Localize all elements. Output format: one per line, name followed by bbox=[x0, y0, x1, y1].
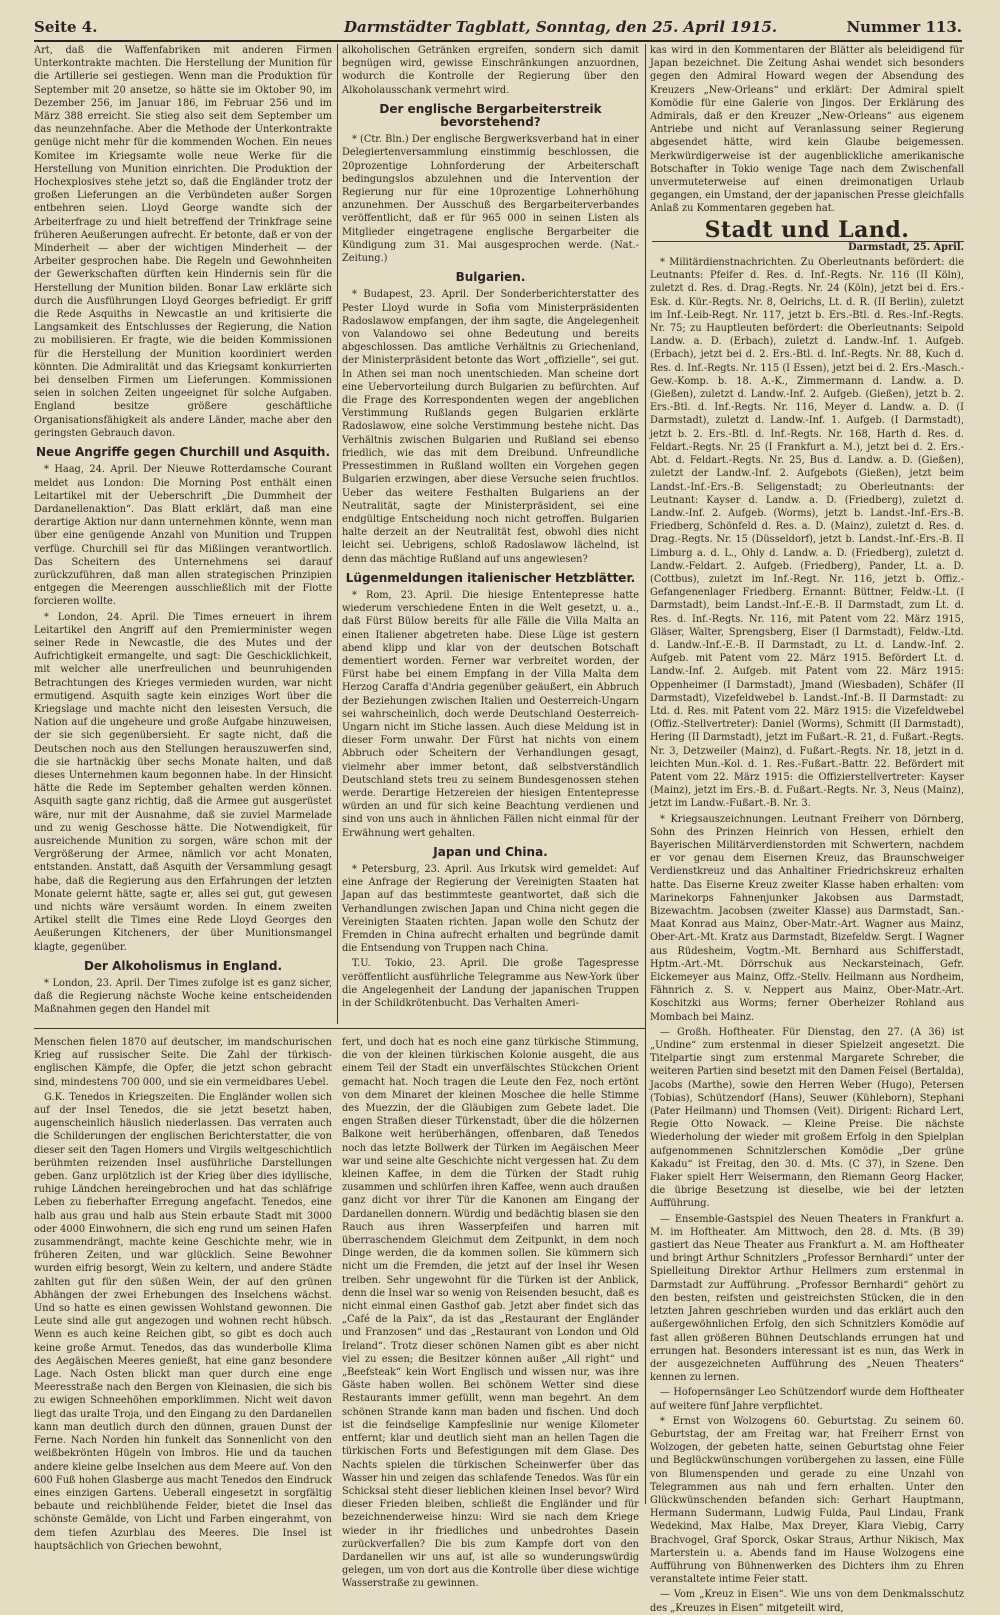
article-text: * Ernst von Wolzogens 60. Geburtstag. Zu seinem 60. Geburtstag, der am Freitag war, hat Freiherr Ernst von Wolzogen, der gebeten hatte, seinen Geburtstag ohne Feier und Beglückwünschungen vorübergehen zu lassen, eine Fülle von Blumenspenden und gerade zu eine Unzahl von Telegrammen aus nah und fern erhalten. Unter den Glückwünschenden befanden sich: Gerhart Hauptmann, Hermann Sudermann, Ludwig Fulda, Paul Lindau, Frank Wedekind, Max Halbe, Max Dreyer, Klara Viebig, Carry Brachvogel, Graf Sporck, Oskar Straus, Arthur Nikisch, Max Marterstein u. a. Abends fand im Hause Wolzogens eine Aufführung von Bühnenwerken des Dichters ihm zu Ehren veranstaltete intime Feier statt. bbox=[650, 1415, 964, 1586]
feuilleton-column-1 bbox=[34, 1036, 332, 1552]
article-heading: Japan und China. bbox=[433, 844, 548, 859]
section-heading: Stadt und Land. bbox=[704, 216, 910, 243]
article-text: * Haag, 24. April. Der Nieuwe Rotterdamsche Courant meldet aus London: Die Morning Post enthält einen Leitartikel mit der Ueberschrift „Die Dummheit der Dardanellenaktion“. Das Blatt erklärt, daß man eine derartige Aktion nur dann unternehmen könnte, wenn man über eine genügende Anzahl von Munition und Truppen verfüge. Churchill sei für das Mißlingen verantwortlich. Das Scheitern des Unternehmens sei darauf zurückzuführen, daß man allen strategischen Prinzipien entgegen die Meerengen ausschließlich mit der Flotte forcieren wollte. bbox=[34, 464, 332, 608]
column-divider bbox=[645, 44, 646, 1504]
article-text: G.K. Tenedos in Kriegszeiten. Die Engländer wollen sich auf der Insel Tenedos, die sie jetzt besetzt haben, augenscheinlich häuslich niederlassen. Das verraten auch die Schilderungen der englischen Berichterstatter, die von dieser seit den Tagen Homers und Virgils weltgeschichtlich berühmten reizenden Insel ausführliche Darstellungen geben. Ganz urplötzlich ist der Krieg über dies idyllische, ruhige Ländchen hereingebrochen und hat das schläfrige Leben zu fieberhafter Erregung angefacht. Tenedos, eine halb aus grau und halb aus Stein erbaute Stadt mit 3000 oder 4000 Einwohnern, die sich eng rund um seinen Hafen zusammendrängt, machte keine Geschichte mehr, wie in früheren Zeiten, und war glücklich. Seine Bewohner wurden eifrig besorgt, Wein zu keltern, und andere Städte zahlten gut für den süßen Wein, der auf den grünen Abhängen der zwei Erhebungen des Inselchens wächst. Und so hatte es einen gewissen Wohlstand gewonnen. Die Leute sind alle gut angezogen und wohnen recht hübsch. Wenn es auch keine Reichen gibt, so gibt es doch auch keine große Armut. Tenedos, das das wunderbolle Klima des Aegäischen Meeres genießt, hat eine ganz besondere Lage. Nach Osten blickt man quer durch eine enge Meeresstraße nach den Bergen von Kleinasien, die sich bis zu ewigen Schneehöhen emporklimmen. Nicht weit davon liegt das uralte Troja, und den Eingang zu den Dardanellen kann man deutlich durch den dünnen, grauen Dunst der Ferne. Nach Norden hin funkelt das Sonnenlicht von den weißbekrönten Hügeln von Imbros. Hie und da tauchen andere kleine gelbe Inselchen aus dem Meere auf. Von den 600 Fuß hohen Glasberge aus macht Tenedos den Eindruck eines einzigen Gartens. Ueberall eingesetzt in sorgfältig bebaute und reichblühende Felder, bietet die Insel das schönste Gemälde, von Licht und Farben eingerahmt, von dem tiefen Azurblau des Meeres. Die Insel ist hauptsächlich von Griechen bewohnt, bbox=[34, 1091, 332, 1552]
article-text: * Petersburg, 23. April. Aus Irkutsk wird gemeldet: Auf eine Anfrage der Regierung der Vereinigten Staaten hat Japan auf das bestimmteste geantwortet, daß sich die Verhandlungen zwischen Japan und China nicht gegen die Vereinigten Staaten richten. Japan wolle den Schutz der Fremden in China aufrecht erhalten und begründe damit die Entsendung von Truppen nach China. bbox=[342, 863, 639, 955]
article-text: * Militärdienstnachrichten. Zu Oberleutnants befördert: die Leutnants: Pfeifer d. Res. d. Inf.-Regts. Nr. 116 (II Köln), zuletzt d. Res. d. Drag.-Regts. Nr. 24 (Köln), jetzt bei d. Ers.-Esk. d. Kür.-Regts. Nr. 8, Oelrichs, Lt. d. R. (II Berlin), zuletzt im Inf.-Leib-Regt. Nr. 117, jetzt b. Ers.-Btl. d. Res.-Inf.-Regts. Nr. 75; zu Hauptleuten befördert: die Oberleutnants: Seipold Landw. a. D. (Erbach), zuletzt d. Landw.-Inf. 1. Aufgeb. (Erbach), jetzt bei d. 2. Ers.-Btl. d. Inf.-Regts. Nr. 88, Kuch d. Res. d. Inf.-Regts. Nr. 115 (I Essen), jetzt bei d. 2. Ers.-Masch.-Gew.-Komp. b. 18. A.-K., Zimmermann d. Landw. a. D. (Gießen), zuletzt d. Landw.-Inf. 2. Aufgeb. (Gießen), jetzt b. 2. Ers.-Btl. d. Inf.-Regts. Nr. 116, Meyer d. Landw. a. D. (I Darmstadt), zuletzt d. Landw.-Inf. 1. Aufgeb. (I Darmstadt), jetzt b. 2. Ers.-Btl. d. Inf.-Regts. Nr. 168, Harth d. Res. d. Feldart.-Regts. Nr. 25 (I Frankfurt a. M.), jetzt bei d. 2. Ers.-Abt. d. Feldart.-Regts. Nr. 25, Bus d. Landw. a. D. (Gießen), zuletzt der Landw.-Inf. 2. Aufgebots (Gießen), jetzt beim Landst.-Inf.-Ers.-B. Seligenstadt; zu Oberleutnants: der Leutnant: Kayser d. Landw. a. D. (Friedberg), zuletzt d. Landw.-Inf. 2. Aufgeb. (Worms), jetzt b. Landst.-Inf.-Ers.-B. Friedberg, Schönfeld d. Res. a. D. (Mainz), zuletzt d. Res. d. Drag.-Regts. Nr. 15 (Düsseldorf), jetzt b. Landst.-Inf.-Ers.-B. II Limburg a. d. L., Ohly d. Landw. a. D. (Friedberg), zuletzt d. Landw.-Feldart. 2. Aufgeb. (Friedberg), Pander, Lt. a. D. (Cottbus), zuletzt im Inf.-Regt. Nr. 116, jetzt b. Offiz.-Gefangenenlager Friedberg. Ernannt: Büttner, Feldw.-Lt. (I Darmstadt), beim Landst.-Inf.-E.-B. II Darmstadt, zum Lt. d. Res. d. Inf.-Regts. Nr. 116, mit Patent vom 22. März 1915, Gläser, Walter, Sprengsberg, Eiser (I Darmstadt), Feldw.-Ltd. d. Landw.-Inf.-E.-B. II Darmstadt, zu Lt. d. Landw.-Inf. 2. Aufgeb. mit Patent vom 22. März 1915. Befördert Lt. d. Landw.-Inf. 2. Aufgeb. mit Patent vom 22. März 1915: Oppenheimer (I Darmstadt), Jmand (Wiesbaden), Schäfer (II Darmstadt), Vizefeldwebel b. Landst.-Inf.-B. II Darmstadt: zu Ltd. d. Res. mit Patent vom 22. März 1915: die Vizefeldwebel (Offiz.-Stellvertreter): Daniel (Worms), Schmitt (II Darmstadt), Hering (II Darmstadt), jetzt im Fußart.-R. 21, d. Fußart.-Regts. Nr. 3, Detzweiler (Mainz), d. Fußart.-Regts. Nr. 18, jetzt in d. leichten Mun.-Kol. d. 1. Res.-Fußart.-Battr. 22. Befördert mit Patent vom 22. März 1915: die Offizierstellvertreter: Kayser (Mainz), jetzt im Ers.-B. d. Fußart.-Regts. Nr. 3, Neus (Mainz), jetzt im Landw.-Fußart.-B. Nr. 3. bbox=[650, 257, 964, 810]
article-text: Menschen fielen 1870 auf deutscher, im mandschurischen Krieg auf russischer Seite. Die Zahl der türkisch-englischen Kämpfe, die Opfer, die jetzt schon gebracht sind, mindestens 700 000, und sie ein vermeidbares Uebel. bbox=[34, 1037, 332, 1088]
masthead bbox=[34, 18, 962, 42]
page-number: Seite 4. bbox=[34, 18, 98, 36]
feuilleton-column-2 bbox=[342, 1036, 639, 1590]
feuilleton-divider bbox=[34, 1028, 645, 1029]
article-heading: Bulgarien. bbox=[455, 270, 526, 285]
article-heading: Neue Angriffe gegen Churchill und Asquith. bbox=[35, 445, 331, 460]
article-text: kas wird in den Kommentaren der Blätter als beleidigend für Japan bezeichnet. Die Zeitung Ashai wendet sich besonders gegen den Admiral Howard wegen der Absendung des Kreuzers „New-Orleans“ und erklärt: Der Admiral spielt Komödie für eine Galerie von Jingos. Der Erklärung des Admirals, daß er den Kreuzer „New-Orleans“ aus eigenem Antriebe und nicht auf Veranlassung seiner Regierung abgesendet hätte, wird kein Glaube beigemessen. Merkwürdigerweise ist der augenblickliche amerikanische Botschafter in Tokio wenige Tage nach dem Zwischenfall unvermuteterweise auf einen dreimonatigen Urlaub gegangen, ein Umstand, der der japanischen Presse gleichfalls Anlaß zu Kommentaren gegeben hat. bbox=[650, 45, 964, 215]
dateline: Darmstadt, 25. April. bbox=[848, 241, 964, 253]
article-text: T.U. Tokio, 23. April. Die große Tagespresse veröffentlicht ausführliche Telegramme aus New-York über die Angelegenheit der Landung der japanischen Truppen in der Schildkrötenbucht. Das Verhalten Ameri- bbox=[342, 958, 639, 1010]
article-text: — Großh. Hoftheater. Für Dienstag, den 27. (A 36) ist „Undine“ zum erstenmal in dieser Spielzeit angesetzt. Die Titelpartie singt zum erstenmal Margarete Schreber, die weiteren Partien sind besetzt mit den Damen Feisel (Bertalda), Jacobs (Marthe), sowie den Herren Weber (Hugo), Petersen (Tobias), Schützendorf (Hans), Seuwer (Kühleborn), Stephani (Pater Heilmann) und Thomsen (Veit). Dirigent: Richard Lert, Regie Otto Nowack. — Kleine Preise. Die nächste Wiederholung der wieder mit großem Erfolg in den Spielplan aufgenommenen Schnitzlerschen Komödie „Der grüne Kakadu“ ist Freitag, den 30. d. Mts. (C 37), in Szene. Den Fiaker spielt Herr Weisermann, den Riemann Georg Hacker, die übrige Besetzung ist dieselbe, wie bei der letzten Aufführung. bbox=[650, 1026, 964, 1210]
column-3 bbox=[650, 44, 964, 1614]
article-heading: Lügenmeldungen italienischer Hetzblätter. bbox=[345, 570, 636, 585]
article-text: * (Ctr. Bln.) Der englische Bergwerksverband hat in einer Delegiertenversammlung einstimmig beschlossen, die 20prozentige Lohnforderung der Arbeiterschaft bedingungslos abzulehnen und die Intervention der Regierung nur für eine 10prozentige Lohnerhöhung anzunehmen. Der Ausschuß des Bergarbeiterverbandes veröffentlicht, daß er für 965 000 in seinen Listen als Mitglieder eingetragene englische Bergarbeiter die Kündigung zum 31. Mai ausgesprochen werde. (Nat.-Zeitung.) bbox=[342, 134, 639, 265]
newspaper-title: Darmstädter Tagblatt, Sonntag, den 25. April 1915. bbox=[344, 18, 778, 36]
issue-number: Nummer 113. bbox=[846, 18, 962, 36]
article-text: Art, daß die Waffenfabriken mit anderen Firmen Unterkontrakte machten. Die Herstellung der Munition für die Artillerie sei gestiegen. Wenn man die Produktion für September mit 20 ansetze, so hätte sie im Oktober 90, im Dezember 256, im Januar 186, im Februar 256 und im März 388 erreicht. Sie stieg also seit dem September um das neunzehnfache. Aber die Methode der Unterkontrakte genüge nicht mehr für die kommenden Wochen. Ein neues Komitee im Kriegsamte wolle neue Werke für die Herstellung von Munition einrichten. Die Produktion der Hochexplosives stehe jetzt so, daß die Engländer trotz der großen Lieferungen an die Verbündeten außer Sorgen entbehren seien. Lloyd George wandte sich der Arbeiterfrage zu und hielt betreffend der Trinkfrage seine früheren Aeußerungen aufrecht. Er betonte, daß er von der Minderheit — aber der wichtigen Minderheit — der Arbeiter gesprochen habe. Die Regeln und Gewohnheiten der Gewerkschaften dürften kein Hindernis sein für die Herstellung der Munition bilden. Bonar Law erklärte sich durch die Ausführungen Lloyd Georges befriedigt. Er griff die Rede Asquiths in Newcastle an und kritisierte die Langsamkeit des Entschlusses der Regierung, die Nation zu mobilisieren. Er fragte, wie die beiden Kommissionen für die Herstellung der Munition koordiniert werden könnten. Die Admiralität und das Kriegsamt konkurrierten bei denselben Firmen um Lieferungen. Kommissionen seien in solchen Zeiten ungeeignet für solche Aufgaben. England besitze größere geschäftliche Organisationsfähigkeit als andere Länder, mache aber den geringsten Gebrauch davon. bbox=[34, 45, 332, 439]
article-text: * Kriegsauszeichnungen. Leutnant Freiherr von Dörnberg, Sohn des Prinzen Heinrich von Hessen, erhielt den Bayerischen Militärverdienstorden mit Schwertern, nachdem er vor genau dem Eisernen Kreuz, das Braunschweiger Verdienstkreuz und das Anhaltiner Friedrichskreuz erhalten hatte. Das Eiserne Kreuz zweiter Klasse haben erhalten: vom Marinekorps Fahnenjunker Jakobsen aus Darmstadt, Bizewachtm. Jacobsen (zweiter Klasse) aus Darmstadt, San.-Maat Konrad aus Mainz, Ober-Matr.-Art. Wagner aus Mainz, Ober-Art.-Mt. Kratz aus Darmstadt, Bizefeldw. Sergt. I Wagner aus Rüdesheim, Vogtm.-Mt. Bernhard aus Schifferstadt, Hptm.-Art.-Mt. Dörrschuk aus Neckarsteinach, Gefr. Eickemeyer aus Mainz, Offz.-Stellv. Heilmann aus Nordheim, Fähnrich z. S. v. Neppert aus Mainz, Ober-Matr.-Art. Koschitzki aus Worms; ferner Oberheizer Rohland aus Mombach bei Mainz. bbox=[650, 813, 964, 1023]
article-heading: Der Alkoholismus in England. bbox=[83, 958, 283, 973]
article-text: — Ensemble-Gastspiel des Neuen Theaters in Frankfurt a. M. im Hoftheater. Am Mittwoch, den 28. d. Mts. (B 39) gastiert das Neue Theater aus Frankfurt a. M. am Hoftheater und bringt Arthur Schnitzlers „Professor Bernhardi“ unter der Spielleitung Direktor Arthur Hellmers zum erstenmal in Darmstadt zur Aufführung. „Professor Bernhardi“ gehört zu den besten, reifsten und geistreichsten Stücken, die in den letzten Jahren geschrieben wurden und das erklärt auch den außergewöhnlichen Erfolg, den sich Schnitzlers Komödie auf fast allen größeren Bühnen Deutschlands errungen hat und errungen hat. Besonders interessant ist es nun, das Werk in der ausgezeichneten Aufführung des „Neuen Theaters“ kennen zu lernen. bbox=[650, 1213, 964, 1384]
article-text: alkoholischen Getränken ergreifen, sondern sich damit begnügen wird, gewisse Einschränkungen anzuordnen, wodurch die Kontrolle der Regierung über den Alkoholausschank vermehrt wird. bbox=[342, 45, 639, 96]
article-text: * Budapest, 23. April. Der Sonderberichterstatter des Pester Lloyd wurde in Sofia vom Ministerpräsidenten Radoslawow empfangen, der ihm sagte, die Angelegenheit von Valandowo sei ohne Bedeutung und bereits abgeschlossen. Das amtliche Verhältnis zu Griechenland, der Ministerpräsident betonte das Wort „offizielle“, sei gut. In Athen sei man noch unentschieden. Man scheine dort eine Uebervorteilung durch Bulgarien zu befürchten. Auf die Frage des Korrespondenten wegen der angeblichen Verstimmung Rußlands gegen Bulgarien erklärte Radoslawow, eine solche Verstimmung bestehe nicht. Das Verhältnis zwischen Bulgarien und Rußland sei ebenso friedlich, wie das mit dem Dreibund. Unfreundliche Pressestimmen in Rußland wollten ein Vorgehen gegen Bulgarien erzwingen, aber diese Versuche seien fruchtlos. Ueber das weitere Festhalten Bulgariens an der Neutralität, sagte der Ministerpräsident, sei eine endgültige Entscheidung noch nicht getroffen. Bulgarien halte derzeit an der Neutralität fest, obwohl dies nicht leicht sei. Uebrigens, schloß Radoslawow lächelnd, ist denn das mächtige Rußland auf uns angewiesen? bbox=[342, 289, 639, 565]
column-1 bbox=[34, 44, 332, 1016]
column-divider bbox=[337, 44, 338, 1024]
article-text: * Rom, 23. April. Die hiesige Ententepresse hatte wiederum verschiedene Enten in die Welt gesetzt, u. a., daß Fürst Bülow bereits für alle Fälle die Villa Malta an einen Italiener abgetreten habe. Diese Lüge ist gestern abend klipp und klar von der deutschen Botschaft dementiert worden. Ferner war verbreitet worden, der Fürst habe bei einem Empfang in der Villa Malta dem Herzog Caraffa d'Andria gegenüber geäußert, ein Abbruch der Beziehungen zwischen Italien und Oesterreich-Ungarn sei wahrscheinlich, doch werde Deutschland Oesterreich-Ungarn nicht im Stiche lassen. Auch diese Meldung ist in dieser Form unwahr. Der Fürst hat nichts von einem Abbruch oder Scheitern der Verhandlungen gesagt, vielmehr aber immer betont, daß selbstverständlich Deutschland stets treu zu seinem Bundesgenossen stehen werde. Derartige Hetzereien der hiesigen Ententepresse würden an und für sich keine Beachtung verdienen und sind von uns auch in ähnlichen Fällen nicht einmal für der Erwähnung wert gehalten. bbox=[342, 589, 639, 839]
article-heading: Der englische Bergarbeiterstreik bevorstehend? bbox=[379, 101, 602, 130]
article-text: fert, und doch hat es noch eine ganz türkische Stimmung, die von der kleinen türkischen Kolonie ausgeht, die aus einem Teil der Stadt ein unverfälschtes Stückchen Orient gemacht hat. Noch tragen die Leute den Fez, noch ertönt von dem Minaret der kleinen Moschee die helle Stimme des Muezzin, der die Gläubigen zum Gebete ladet. Die engen Straßen dieser Türkenstadt, über die die hölzernen Balkone weit herüberhängen, offenbaren, daß Tenedos noch das letzte Bollwerk der Türken im Aegäischen Meer war und seine alte Geschichte nicht vergessen hat. Zu dem kleinen Kaffee, in dem die Türken der Stadt ruhig zusammen und schlürfen ihren Kaffee, wenn auch draußen ganz dicht vor ihrer Tür die Kanonen am Eingang der Dardanellen donnern. Würdig und bedächtig blasen sie den Rauch aus ihren Wasserpfeifen und harren mit überraschendem Gleichmut dem Zeitpunkt, in dem noch Dinge werden, die da kommen sollen. Sie kümmern sich nicht um die Fremden, die jetzt auf der Insel ihr Wesen treiben. Sehr ungewohnt für die Türken ist der Anblick, denn die Insel war so wenig von Reisenden besucht, daß es nicht einmal einen Gasthof gab. Jetzt aber findet sich das „Café de la Paix“, da ist das „Restaurant der Engländer und Franzosen“ und das „Restaurant von London und Old Ireland“. Trotz dieser schönen Namen gibt es aber nicht viel zu essen; die Besitzer können außer „All right“ und „Beefsteak“ kein Wort Englisch und wissen nur, was ihre Gäste haben wollen. Bei schönem Wetter sind diese Restaurants immer gefüllt, wenn man begehrt. An dem schönen Strande kann man baden und fischen. Und doch ist die feindselige Kampfeslinie nur wenige Kilometer entfernt; klar und deutlich sieht man an hellen Tagen die türkischen Forts und Befestigungen mit dem Glase. Des Nachts spielen die türkischen Scheinwerfer über das Wasser hin und zeigen das schlafende Tenedos. Was für ein Schicksal steht dieser lieblichen kleinen Insel bevor? Wird dieser Frieden bleiben, schließt die Engländer und für bezeichnenderweise hinzu: Wird sie nach dem Kriege wieder in ihr friedliches und unbedrohtes Dasein zurückverfallen? Die bis zum Kampfe dort von den Dardanellen wir uns auf, ist alle so wunderungswürdig gelegen, um von dort aus die Kontrolle über diese wichtige Wasserstraße zu gewinnen. bbox=[342, 1037, 639, 1590]
article-text: — Vom „Kreuz in Eisen“. Wie uns von dem Denkmalsschutz des „Kreuzes in Eisen“ mitgeteilt wird, bbox=[650, 1589, 964, 1614]
article-text: — Hofopernsänger Leo Schützendorf wurde dem Hoftheater auf weitere fünf Jahre verpflichtet. bbox=[650, 1387, 964, 1412]
article-text: * London, 24. April. Die Times erneuert in ihrem Leitartikel den Angriff auf den Premierminister wegen seiner Rede in Newcastle, die des Mutes und der Aufrichtigkeit ermangelte, und sagt: Die Geschicklichkeit, mit welcher alle unerfreulichen und beunruhigenden Betrachtungen des Krieges vermieden wurden, war nicht ermutigend. Asquith sagte kein einziges Wort über die Kriegslage und machte nicht den leisesten Versuch, die Nation auf die ungeheure und große Aufgabe hinzuweisen, der sie sich gegenübersieht. Er sagte nicht, daß die Deutschen noch aus den Stellungen herauszuwerfen sind, die sie hartnäckig über sechs Monate halten, und daß dieses Unternehmen kaum begonnen habe. In der Hinsicht hätte die Rede im September gehalten werden können. Asquith sagte ganz richtig, daß die Armee gut ausgerüstet wäre, nur mit der Ausnahme, daß sie zuviel Marmelade und zu wenig Geschosse hätte. Die Notwendigkeit, für ausreichende Munition zu sorgen, wäre schon mit der Vergrößerung der Armee, nämlich vor acht Monaten, entstanden. Anstatt, daß Asquith der Versammlung gesagt habe, daß die Regierung aus den Erfahrungen der letzten Monate gelernt hätte, sagte er, alles sei gut, gut gewesen und nichts wäre versäumt worden. In einem zweiten Artikel stellt die Times eine Rede Lloyd Georges den Aeußerungen Kitcheners, der über Munitionsmangel klagte, gegenüber. bbox=[34, 611, 332, 953]
article-text: * London, 23. April. Der Times zufolge ist es ganz sicher, daß die Regierung nächste Woche keine entscheidenden Maßnahmen gegen den Handel mit bbox=[34, 978, 332, 1016]
column-2 bbox=[342, 44, 639, 1024]
